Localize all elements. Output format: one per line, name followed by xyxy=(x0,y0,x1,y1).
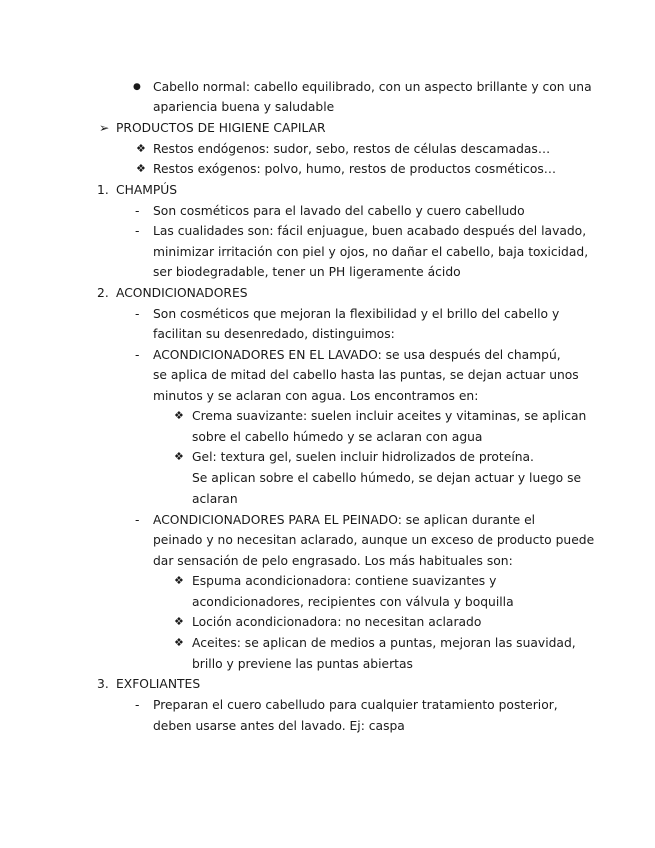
list-item: Restos endógenos: sudor, sebo, restos de células descamadas… xyxy=(153,142,551,156)
text-line: Crema suavizante: suelen incluir aceites y vitaminas, se aplican xyxy=(192,409,587,423)
text-line: deben usarse antes del lavado. Ej: caspa xyxy=(153,719,405,733)
text-line: brillo y previene las puntas abiertas xyxy=(192,657,413,671)
diamond-bullet-icon: ❖ xyxy=(174,409,184,422)
list-item: Loción acondicionadora: no necesitan aclarado xyxy=(192,615,482,629)
diamond-bullet-icon: ❖ xyxy=(136,142,146,155)
dash-bullet-icon: - xyxy=(135,204,140,218)
text-line: Cabello normal: cabello equilibrado, con un aspecto brillante y con una xyxy=(153,80,592,94)
section-number: 3. xyxy=(97,677,109,691)
text-line: acondicionadores, recipientes con válvula y boquilla xyxy=(192,595,514,609)
text-line: Son cosméticos que mejoran la flexibilidad y el brillo del cabello y xyxy=(153,307,560,321)
text-line: Espuma acondicionadora: contiene suavizantes y xyxy=(192,574,497,588)
section-heading: EXFOLIANTES xyxy=(116,677,201,691)
text-line: dar sensación de pelo engrasado. Los más habituales son: xyxy=(153,554,513,568)
text-line: facilitan su desenredado, distinguimos: xyxy=(153,327,395,341)
dash-bullet-icon: - xyxy=(135,513,140,527)
text-line: aclaran xyxy=(192,492,238,506)
dash-bullet-icon: - xyxy=(135,307,140,321)
section-heading: CHAMPÚS xyxy=(116,183,178,197)
dash-bullet-icon: - xyxy=(135,698,140,712)
diamond-bullet-icon: ❖ xyxy=(174,450,184,463)
diamond-bullet-icon: ❖ xyxy=(174,615,184,628)
diamond-bullet-icon: ❖ xyxy=(174,574,184,587)
text-line: Aceites: se aplican de medios a puntas, mejoran las suavidad, xyxy=(192,636,576,650)
text-line: Gel: textura gel, suelen incluir hidrolizados de proteína. xyxy=(192,450,534,464)
text-line: Se aplican sobre el cabello húmedo, se dejan actuar y luego se xyxy=(192,471,582,485)
diamond-bullet-icon: ❖ xyxy=(174,636,184,649)
text-line: Preparan el cuero cabelludo para cualquier tratamiento posterior, xyxy=(153,698,558,712)
text-line: sobre el cabello húmedo y se aclaran con agua xyxy=(192,430,483,444)
text-line: Las cualidades son: fácil enjuague, buen acabado después del lavado, xyxy=(153,224,587,238)
text-line: minimizar irritación con piel y ojos, no dañar el cabello, baja toxicidad, xyxy=(153,245,589,259)
text-line: se aplica de mitad del cabello hasta las puntas, se dejan actuar unos xyxy=(153,368,579,382)
list-item: Restos exógenos: polvo, humo, restos de productos cosméticos… xyxy=(153,162,557,176)
list-item: Son cosméticos para el lavado del cabello y cuero cabelludo xyxy=(153,204,525,218)
section-heading: PRODUCTOS DE HIGIENE CAPILAR xyxy=(116,121,326,135)
text-line: ser biodegradable, tener un PH ligeramente ácido xyxy=(153,265,461,279)
section-number: 2. xyxy=(97,286,109,300)
dot-bullet-icon: ● xyxy=(133,82,141,92)
dash-bullet-icon: - xyxy=(135,348,140,362)
arrow-bullet-icon: ➢ xyxy=(99,121,110,135)
diamond-bullet-icon: ❖ xyxy=(136,162,146,175)
dash-bullet-icon: - xyxy=(135,224,140,238)
section-number: 1. xyxy=(97,183,109,197)
text-line: ACONDICIONADORES EN EL LAVADO: se usa después del champú, xyxy=(153,348,561,362)
text-line: minutos y se aclaran con agua. Los encontramos en: xyxy=(153,389,479,403)
section-heading: ACONDICIONADORES xyxy=(116,286,248,300)
text-line: peinado y no necesitan aclarado, aunque un exceso de producto puede xyxy=(153,533,595,547)
text-line: apariencia buena y saludable xyxy=(153,100,335,114)
text-line: ACONDICIONADORES PARA EL PEINADO: se aplican durante el xyxy=(153,513,536,527)
